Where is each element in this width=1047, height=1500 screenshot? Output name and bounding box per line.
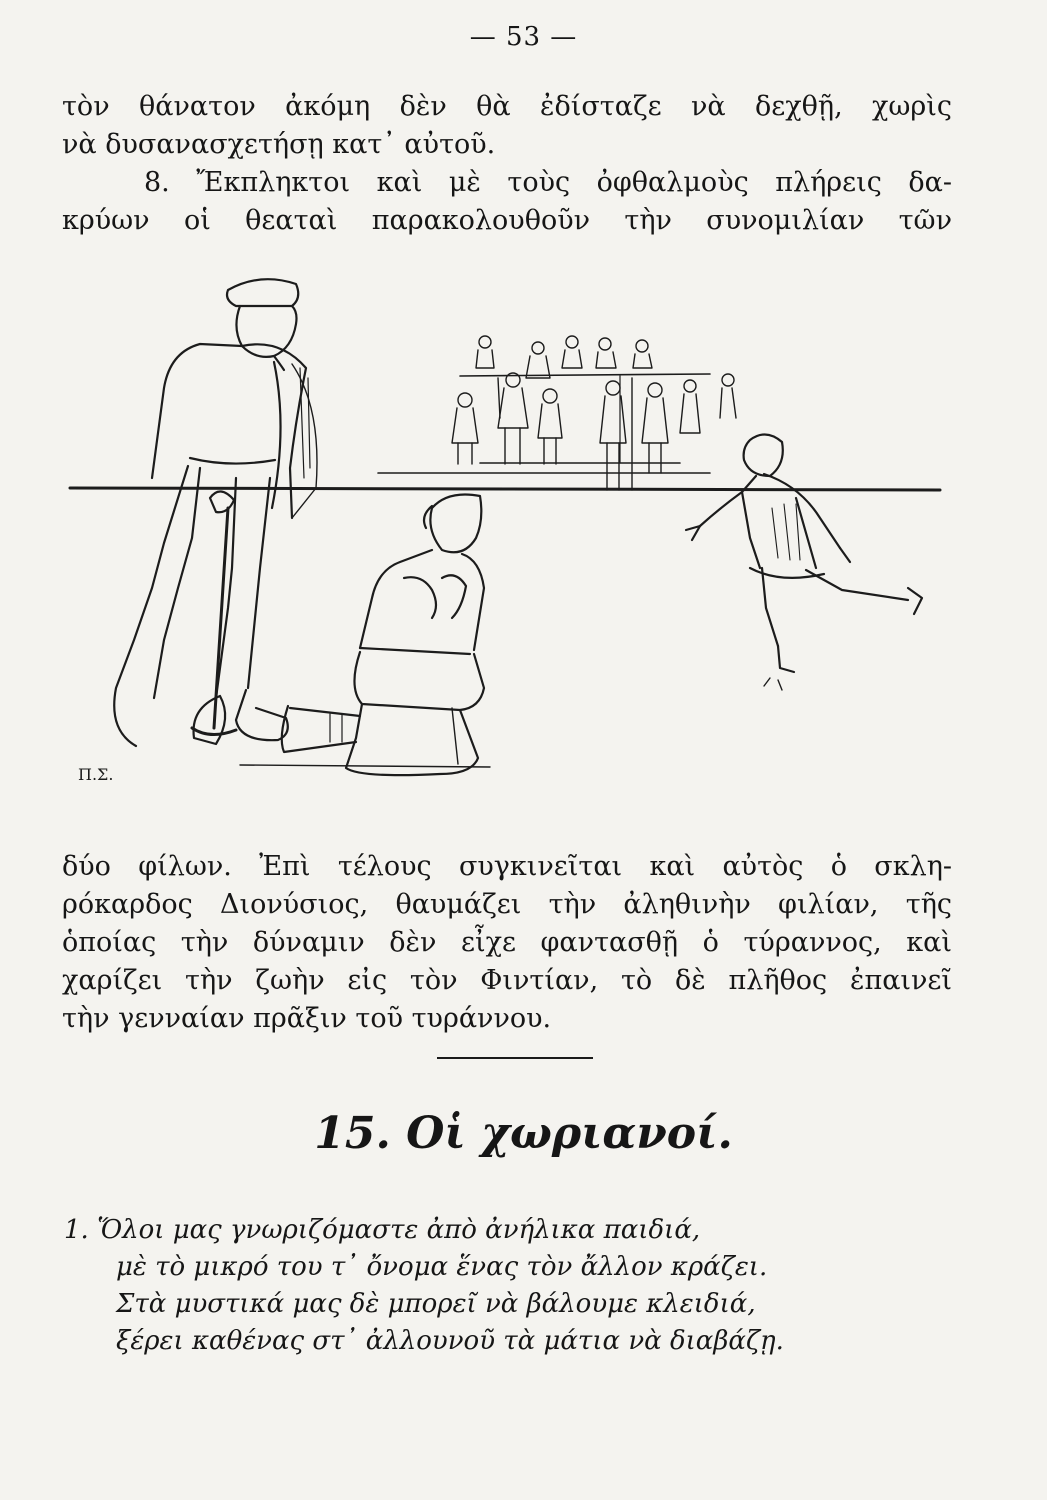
spectator-figures: [452, 336, 736, 490]
running-boy-figure: [686, 434, 922, 690]
poem-line: 1. Ὅλοι μας γνωριζόμαστε ἀπὸ ἀνήλικα παιδιά,: [64, 1215, 701, 1245]
illustration-drawing: [60, 268, 950, 798]
text-line: τὸν θάνατον ἀκόμη δὲν θὰ ἐδίσταζε νὰ δεχθῇ, χωρὶς: [62, 91, 952, 122]
poem-stanza: [64, 1212, 910, 1360]
poem-line: Στὰ μυστικά μας δὲ μπορεῖ νὰ βάλουμε κλειδιά,: [116, 1289, 756, 1319]
paragraph-top: [62, 88, 952, 240]
page-number: — 53 —: [469, 22, 578, 52]
text-line: χαρίζει τὴν ζωὴν εἰς τὸν Φιντίαν, τὸ δὲ πλῆθος ἐπαινεῖ: [62, 965, 952, 996]
text-line: δύο φίλων. Ἐπὶ τέλους συγκινεῖται καὶ αὐτὸς ὁ σκλη-: [62, 851, 952, 882]
text-line: κρύων οἱ θεαταὶ παρακολουθοῦν τὴν συνομιλίαν τῶν: [62, 205, 952, 236]
poem-line: μὲ τὸ μικρό του τ᾿ ὄνομα ἕνας τὸν ἄλλον κράζει.: [116, 1252, 768, 1282]
poem-line: ξέρει καθένας στ᾿ ἀλλουνοῦ τὰ μάτια νὰ διαβάζῃ.: [116, 1326, 784, 1356]
text-line: 8. Ἔκπληκτοι καὶ μὲ τοὺς ὀφθαλμοὺς πλήρεις δα-: [144, 167, 952, 198]
section-divider: [437, 1057, 593, 1059]
paragraph-bottom: [62, 848, 952, 1038]
section-title: 15. Οἱ χωριανοί.: [314, 1108, 733, 1159]
illustration-signature: Π.Σ.: [78, 765, 114, 784]
text-line: νὰ δυσανασχετήσῃ κατ᾿ αὐτοῦ.: [62, 129, 496, 160]
old-man-figure: [114, 279, 317, 746]
text-line: τὴν γενναίαν πρᾶξιν τοῦ τυράννου.: [62, 1003, 552, 1034]
text-line: ὁποίας τὴν δύναμιν δὲν εἶχε φαντασθῇ ὁ τύραννος, καὶ: [62, 927, 952, 958]
text-line: ρόκαρδος Διονύσιος, θαυμάζει τὴν ἀληθινὴν φιλίαν, τῆς: [62, 889, 952, 920]
kneeling-boy-figure: [282, 495, 484, 776]
